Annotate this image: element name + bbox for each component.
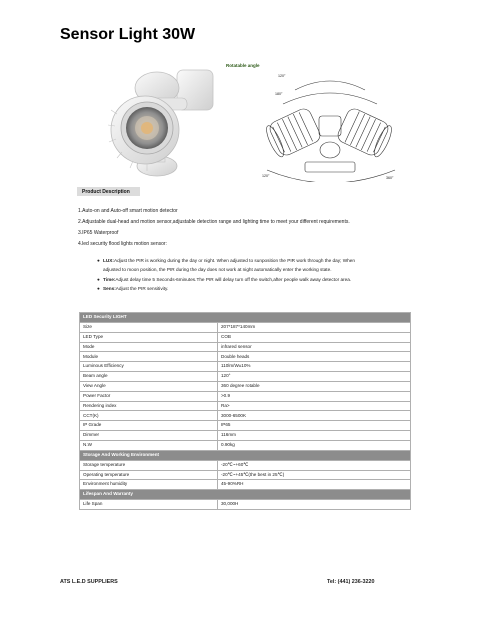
table-row bbox=[80, 431, 411, 441]
table-row bbox=[80, 440, 411, 450]
spec-value: IP65 bbox=[218, 421, 411, 431]
rotation-diagram bbox=[255, 70, 405, 182]
spec-label: Size bbox=[80, 322, 218, 332]
table-row bbox=[80, 332, 411, 342]
bullet-text: adjusted to moon position, the PIR during the day does not work at night automatically enter the working state. bbox=[103, 267, 332, 272]
table-row bbox=[80, 352, 411, 362]
table-row bbox=[80, 391, 411, 401]
spec-value: -20℃~+60℃ bbox=[218, 460, 411, 470]
bullet-text: position the PIR work through the day; When bbox=[261, 258, 355, 263]
description-item: 4.led security flood lights motion sensor: bbox=[78, 241, 167, 247]
table-section-header bbox=[80, 450, 411, 460]
spec-label: Operating temperature bbox=[80, 470, 218, 480]
section-title: Storage And Working Environment bbox=[80, 450, 411, 460]
bullet-key: LUX: bbox=[103, 258, 114, 263]
spec-label: View Angle bbox=[80, 381, 218, 391]
spec-value: 0.90kg bbox=[218, 440, 411, 450]
spec-table bbox=[79, 312, 411, 510]
angle-label: 120° bbox=[262, 174, 270, 178]
footer-company: ATS L.E.D SUPPLIERS bbox=[60, 579, 118, 585]
spec-label: Rendering index bbox=[80, 401, 218, 411]
spec-value: COB bbox=[218, 332, 411, 342]
table-row bbox=[80, 500, 411, 510]
spec-value: 120° bbox=[218, 372, 411, 382]
footer-phone: Tel: (441) 236-3220 bbox=[327, 579, 375, 585]
angle-label: 360° bbox=[386, 176, 394, 180]
table-row bbox=[80, 480, 411, 490]
section-title: Lifespan And Warranty bbox=[80, 490, 411, 500]
table-row bbox=[80, 372, 411, 382]
table-row bbox=[80, 460, 411, 470]
table-row bbox=[80, 381, 411, 391]
spec-label: Life Span bbox=[80, 500, 218, 510]
bullet-key: Time: bbox=[103, 277, 116, 282]
spec-label: Power Factor bbox=[80, 391, 218, 401]
angle-label: 120° bbox=[278, 74, 286, 78]
bullet-lux-continued bbox=[103, 267, 332, 272]
bullet-time: ● Time:Adjust delay time 5 Seconds-6minutes.The PIR will delay turn off the switch,after people walk away detector area. bbox=[97, 277, 352, 282]
spec-value: -20℃~+45℃(the best in 25℃) bbox=[218, 470, 411, 480]
spec-value: >0.9 bbox=[218, 391, 411, 401]
section-title: LED Security LIGHT bbox=[80, 313, 411, 323]
spec-value: infrared sensor bbox=[218, 342, 411, 352]
spec-label: LED Type bbox=[80, 332, 218, 342]
spec-value: 110lm/W±10% bbox=[218, 362, 411, 372]
spec-value: 3000-6500K bbox=[218, 411, 411, 421]
table-row bbox=[80, 470, 411, 480]
table-row bbox=[80, 362, 411, 372]
table-row bbox=[80, 322, 411, 332]
page-title: Sensor Light 30W bbox=[60, 26, 196, 43]
description-item: 3.IP65 Waterproof bbox=[78, 230, 119, 236]
table-row bbox=[80, 401, 411, 411]
spec-label: Storage temperature bbox=[80, 460, 218, 470]
spec-value: 360 degree rotable bbox=[218, 381, 411, 391]
table-row bbox=[80, 421, 411, 431]
angle-label: 180° bbox=[275, 92, 283, 96]
spec-label: N.W bbox=[80, 440, 218, 450]
spec-label: Module bbox=[80, 352, 218, 362]
description-tab-label: Product Description bbox=[82, 188, 130, 195]
spec-label: IP Grade bbox=[80, 421, 218, 431]
bullet-text: Adjust delay time 5 Seconds-6minutes.The PIR will delay turn off the switch,after people walk away detector area. bbox=[115, 277, 352, 282]
bullet-text: Adjust the PIR sensitivity. bbox=[115, 286, 169, 291]
spec-label: Mode bbox=[80, 342, 218, 352]
spec-value: 116mm bbox=[218, 431, 411, 441]
bullet-lux: ● LUX:Adjust the PIR is working during the day or night. When adjusted to sunposition the PIR work through the day; When bbox=[97, 258, 355, 263]
table-section-header bbox=[80, 313, 411, 323]
bullet-key: Sens: bbox=[103, 286, 116, 291]
bullet-text: Adjust the PIR is working during the day or night. When adjusted to sun bbox=[113, 258, 262, 263]
spec-label: Dimmer bbox=[80, 431, 218, 441]
spec-label: CCT(K) bbox=[80, 411, 218, 421]
table-row bbox=[80, 411, 411, 421]
spec-value: 30,000H bbox=[218, 500, 411, 510]
product-photo bbox=[95, 62, 235, 182]
description-item: 2.Adjustable dual-head and motion sensor,adjustable detection range and lighting time to meet your different requirements. bbox=[78, 219, 350, 225]
table-section-header bbox=[80, 490, 411, 500]
spec-value: Ra> bbox=[218, 401, 411, 411]
spec-value: Double heads bbox=[218, 352, 411, 362]
spec-value: 45-90%RH bbox=[218, 480, 411, 490]
table-row bbox=[80, 342, 411, 352]
description-item: 1.Auto-on and Auto-off smart motion detector bbox=[78, 208, 178, 214]
diagram-heading: Rotatable angle bbox=[226, 63, 260, 68]
spec-label: Beam angle bbox=[80, 372, 218, 382]
spec-value: 207*187*140mm bbox=[218, 322, 411, 332]
spec-label: Luminous Efficiency bbox=[80, 362, 218, 372]
spec-label: Environment humidity bbox=[80, 480, 218, 490]
bullet-sens: ● Sens:Adjust the PIR sensitivity. bbox=[97, 286, 169, 291]
